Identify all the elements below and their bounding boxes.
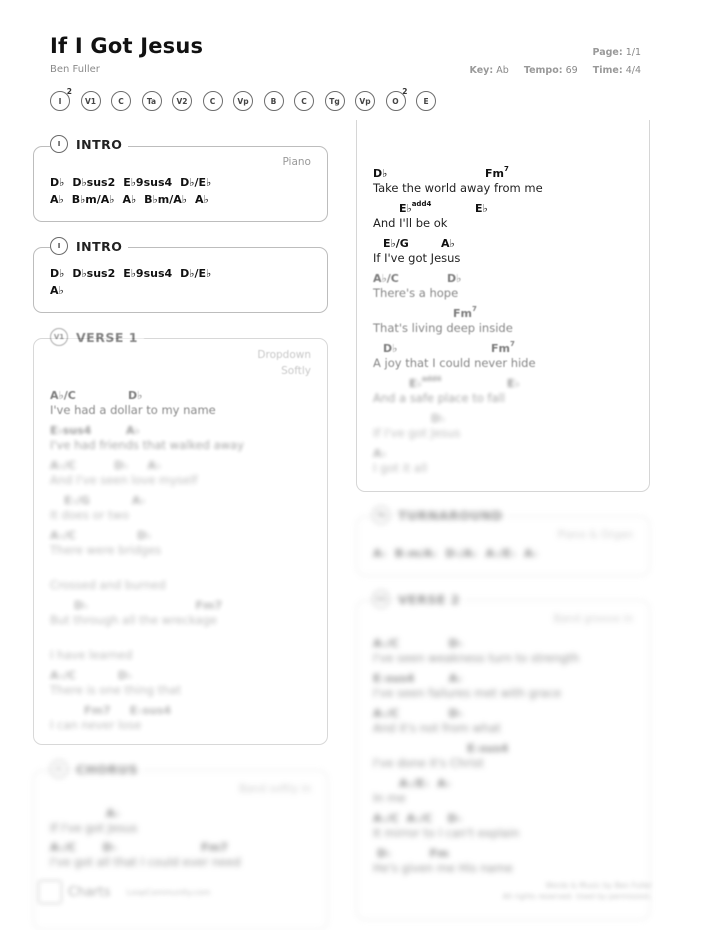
chord: D♭ Fm [377,847,449,860]
section-title: INTRO [76,238,123,254]
lyric-line: If I've got Jesus [50,821,138,835]
chord: D♭ [383,342,398,355]
lyric-line: There were bridges [50,543,162,557]
lyric-line: Take the world away from me [373,181,543,195]
chorus-section-header [50,760,144,778]
section-title: INTRO [76,136,123,152]
lyric-line: I've seen weakness turn to strength [373,651,580,665]
section-title: VERSE 1 [76,329,138,345]
chord: E♭sus4 [50,424,92,437]
section-note: Dropdown [257,349,311,361]
lyric-line: I've had friends that walked away [50,438,244,452]
chorus-section-card [33,770,328,930]
section-badge: C [50,760,68,778]
chord: B♭m/A♭ [71,193,115,206]
intro-section-card [33,247,328,313]
chord: D♭sus2 [72,267,116,280]
roadmap-item[interactable]: Vp [355,91,375,111]
lyric-line: A joy that I could never hide [373,356,536,370]
chord: Fm7 E♭sus4 [84,704,172,717]
lyric-line: There is one thing that [50,683,182,697]
lyric-line: I got it all [373,461,428,475]
section-badge: Ta [372,506,390,524]
section-note: Softly [281,365,311,377]
roadmap-item[interactable]: I 2 [50,91,70,111]
copyright [503,880,652,902]
section-badge: I [50,135,68,153]
lyric-line: I've had a dollar to my name [50,403,216,417]
roadmap-item[interactable]: V1 [81,91,101,111]
key-value: Ab [496,65,509,76]
chord: A♭/C D♭ [50,529,152,542]
page-value: 1/1 [625,47,641,58]
time-label: Time: [592,65,623,76]
turnaround-section-card [356,516,650,576]
chord: A♭/C D♭ [373,707,463,720]
roadmap-item[interactable]: C [294,91,314,111]
chord: D♭ [373,167,388,180]
chord: Fm$^7$ [453,305,477,320]
roadmap-item[interactable]: C [203,91,223,111]
tempo-value: 69 [565,65,578,76]
chord: Fm$^7$ [485,165,509,180]
lyric-line: I can never lose [50,718,142,732]
chord: A♭/C D♭ Fm7 [50,841,228,854]
roadmap-item[interactable]: C [111,91,131,111]
chord: D♭ [50,267,65,280]
chord: A♭/C [50,389,76,402]
chord: E♭sus4 [467,742,509,755]
chord-row [50,284,72,297]
chord: E♭$^{add4}$ [399,200,432,215]
chord: A♭ [122,193,137,206]
section-title: TURNAROUND [398,507,503,523]
lyric-line: I have learned [50,648,133,662]
copyright-line: All rights reserved. Used by permission. [502,892,652,901]
lyric-line: And a safe place to fall [373,391,505,405]
chord: A♭ [194,193,209,206]
chord: D♭/E♭ [180,267,212,280]
section-badge: V2 [372,590,390,608]
lyric-line: And it's not from what [373,721,501,735]
chord: B♭m/A♭ [144,193,187,206]
chord: D♭ [447,272,462,285]
lyric-line: If I've got Jesus [373,426,461,440]
chord: D♭ [431,412,446,425]
chord: A♭/C D♭ [373,637,463,650]
footer-url[interactable]: LoopCommunity.com [126,887,211,897]
section-note: Piano [282,156,311,168]
tempo-label: Tempo: [523,65,563,76]
footer-brand: Charts [68,884,111,900]
lyric-line: And I'll be ok [373,216,448,230]
chord: D♭/E♭ [180,176,212,189]
section-badge: I [50,237,68,255]
chord: B♭m/A♭ [394,547,438,560]
chord: A♭ [373,447,387,460]
roadmap-item[interactable]: Vp [233,91,253,111]
chord: Fm$^7$ [491,340,515,355]
verse2-section-header [372,590,466,608]
chord-row [50,267,219,280]
roadmap-item[interactable]: B [264,91,284,111]
song-roadmap [50,87,447,111]
chord: A♭/E♭ [485,547,516,560]
verse-section-card [33,338,328,745]
charts-logo-icon [38,880,62,904]
lyric-line: I've seen failures met with grace [373,686,562,700]
chord: E♭ [507,377,520,390]
lyric-line: I've done it's Christ [373,756,484,770]
chord-row [50,176,219,189]
chord: D♭/A♭ [445,547,478,560]
lyric-line: That's living deep inside [373,321,513,335]
section-note: Piano & Organ [557,529,633,541]
lyric-line: It does or two [50,508,129,522]
chord: E♭9sus4 [123,176,173,189]
lyric-line: There's a hope [373,286,459,300]
chord: E♭/G A♭ [64,494,146,507]
chord: A♭ [126,424,140,437]
artist-name: Ben Fuller [50,64,100,75]
lyric-line: If I've got Jesus [373,251,461,265]
chord: E♭sus4 A♭ [373,672,463,685]
section-badge: V1 [50,328,68,346]
copyright-line: Words & Music by Ben Fuller [545,881,652,890]
section-title: VERSE 2 [398,591,460,607]
chord: E♭$^{add4}$ [409,375,442,390]
chord: A♭ [50,193,64,206]
chord: A♭ [106,807,120,820]
chord: A♭/E♭ A♭ [399,777,451,790]
chord: E♭/G [383,237,409,250]
chord: A♭/C [373,272,399,285]
chord: A♭ [441,237,455,250]
section-note: Band groove in [553,613,633,625]
chord: D♭ [128,389,143,402]
chord-row [373,547,546,560]
intro-section-header [50,135,128,153]
lyric-line: But through all the wreckage [50,613,217,627]
song-meta [470,65,641,76]
page-info [593,47,642,58]
chord: A♭ [50,284,64,297]
verse2-section-card [356,600,650,920]
time-value: 4/4 [625,65,641,76]
roadmap-item[interactable]: V2 [172,91,192,111]
chord: A♭ [373,547,387,560]
chord: E♭ [475,202,488,215]
lyric-line: In me [373,791,406,805]
section-title: CHORUS [76,761,139,777]
chord: D♭sus2 [72,176,116,189]
intro-section-header [50,237,128,255]
lyric-line: And I've seen love myself [50,473,198,487]
key-label: Key: [469,65,494,76]
chord: D♭ [50,176,65,189]
chorus-continued-card [356,120,650,492]
chord-row [50,193,217,206]
chord: A♭ [523,547,538,560]
roadmap-item[interactable]: Ta [142,91,162,111]
verse-section-header [50,328,144,346]
roadmap-item[interactable]: Tg [325,91,345,111]
turnaround-section-header [372,506,509,524]
song-title: If I Got Jesus [50,34,204,58]
chord: E♭9sus4 [123,267,173,280]
chord: D♭ Fm7 [74,599,223,612]
chord: A♭/C D♭ A♭ [50,459,162,472]
lyric-line: Crossed and burned [50,578,166,592]
chord: A♭/C A♭/C D♭ [373,812,462,825]
footer [38,880,210,904]
roadmap-item[interactable]: O 2 [386,91,406,111]
lyric-line: It mirror to I can't explain [373,826,520,840]
lyric-line: He's given me His name [373,861,513,875]
chord: A♭/C D♭ [50,669,133,682]
page-label: Page: [592,47,623,58]
roadmap-item[interactable]: E [416,91,436,111]
lyric-line: I've got all that I could ever need [50,855,241,869]
intro-section-card [33,146,328,222]
section-note: Band softly in [239,783,311,795]
